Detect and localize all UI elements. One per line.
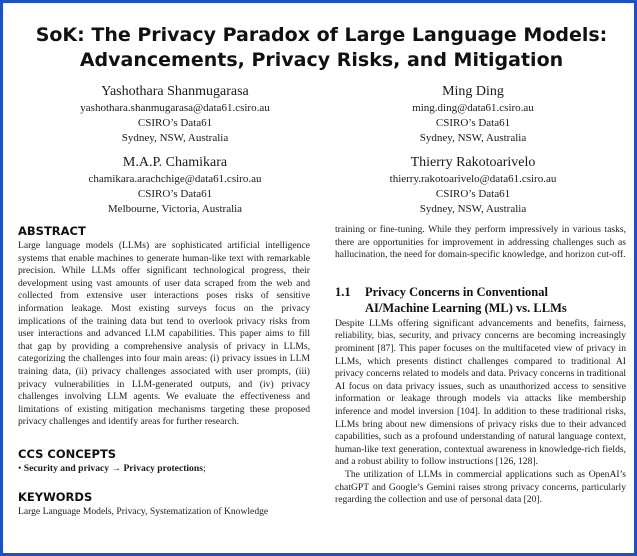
paper-title [3, 23, 637, 73]
author-email: thierry.rakotoarivelo@data61.csiro.au [389, 173, 557, 185]
ccs-tail: ; [202, 462, 206, 474]
ccs-bullet: • [18, 462, 22, 474]
title-line-2: Advancements, Privacy Risks, and Mitigation [79, 49, 564, 71]
author-affiliation: CSIRO’s Data61 [137, 117, 213, 129]
author-block-1 [45, 83, 305, 146]
author-affiliation: CSIRO’s Data61 [435, 117, 511, 129]
subsection-title-line-1: Privacy Concerns in Conventional [365, 284, 548, 299]
author-block-3 [45, 154, 305, 217]
author-block-4 [343, 154, 603, 217]
keywords-heading: KEYWORDS [18, 489, 93, 504]
author-affiliation: CSIRO’s Data61 [137, 188, 213, 200]
author-location: Sydney, NSW, Australia [419, 203, 527, 215]
right-column [335, 224, 626, 507]
subsection-title-line-2: AI/Machine Learning (ML) vs. LLMs [365, 300, 567, 315]
ccs-concept-security: Security and privacy [23, 462, 110, 474]
author-name: Yashothara Shanmugarasa [101, 84, 249, 99]
subsection-number: 1.1 [335, 284, 351, 299]
ccs-arrow: → [109, 462, 124, 474]
author-block-2 [343, 83, 603, 146]
author-location: Sydney, NSW, Australia [121, 132, 229, 144]
author-email: chamikara.arachchige@data61.csiro.au [88, 173, 262, 185]
author-name: Ming Ding [442, 84, 504, 99]
author-email: ming.ding@data61.csiro.au [412, 102, 534, 114]
author-affiliation: CSIRO’s Data61 [435, 188, 511, 200]
subsection-paragraph-1: Despite LLMs offering significant advancements and benefits, fairness, reliability, bias, security, and privacy concerns are becoming increasingly prominent [87]. This paper focuses on the multifaceted view of privacy in LLMs, which presents distinct challenges compared to traditional AI privacy concerns related to models and data. Privacy concerns in traditional AI focus on data privacy issues, such as unauthorized access to sensitive information or leakage through models via attacks like membership inference and model inversion [104]. In addition to these traditional risks, LLMs bring about new dimensions of privacy risks due to their advanced capabilities, such as a profound understanding of natural language context, human-like text generation, contextual awareness in knowledge-rich fields, and a robust ability to follow instructions [126, 128]. [335, 317, 626, 468]
abstract-text: Large language models (LLMs) are sophisticated artificial intelligence systems that enable machines to generate human-like text with remarkable precision. While LLMs offer significant technological progress, their development using vast amounts of user data scraped from the web and collected from extensive user interactions poses risks of sensitive information leakage. Most existing surveys focus on the privacy implications of the training data but tend to overlook privacy risks from user interactions and advanced LLM capabilities. This paper aims to fill that gap by providing a comprehensive analysis of privacy in LLMs, categorizing the challenges into four main areas: (i) privacy issues in LLM training data, (ii) privacy challenges associated with user prompts, (iii) privacy vulnerabilities in LLM-generated outputs, and (iv) privacy challenges involving LLM agents. We evaluate the effectiveness and limitations of existing mitigation mechanisms targeting these proposed privacy challenges and identify areas for further research. [18, 240, 310, 428]
title-line-1: SoK: The Privacy Paradox of Large Language Models: [35, 24, 608, 46]
author-email: yashothara.shanmugarasa@data61.csiro.au [80, 102, 270, 114]
abstract-heading: ABSTRACT [18, 224, 86, 238]
ccs-concepts-line [18, 463, 310, 476]
author-location: Sydney, NSW, Australia [419, 132, 527, 144]
author-name: Thierry Rakotoarivelo [410, 155, 536, 170]
keywords-text: Large Language Models, Privacy, Systematization of Knowledge [18, 505, 269, 517]
intro-continued-paragraph: training or fine-tuning. While they perform impressively in various tasks, there are opportunities for improvement in addressing challenges such as hallucination, the need for domain-specific knowledge, and horizon cut-off. [335, 224, 626, 261]
subsection-paragraph-2: The utilization of LLMs in commercial applications such as OpenAI’s chatGPT and Google’s Gemini raises strong privacy concerns, particularly regarding the collection and use of personal data [20]. [335, 468, 626, 506]
author-location: Melbourne, Victoria, Australia [107, 203, 243, 215]
left-column [18, 224, 310, 518]
ccs-concept-privacy: Privacy protections [123, 462, 203, 474]
author-name: M.A.P. Chamikara [122, 155, 228, 170]
ccs-heading: CCS CONCEPTS [18, 446, 117, 461]
subsection-heading [335, 284, 626, 316]
